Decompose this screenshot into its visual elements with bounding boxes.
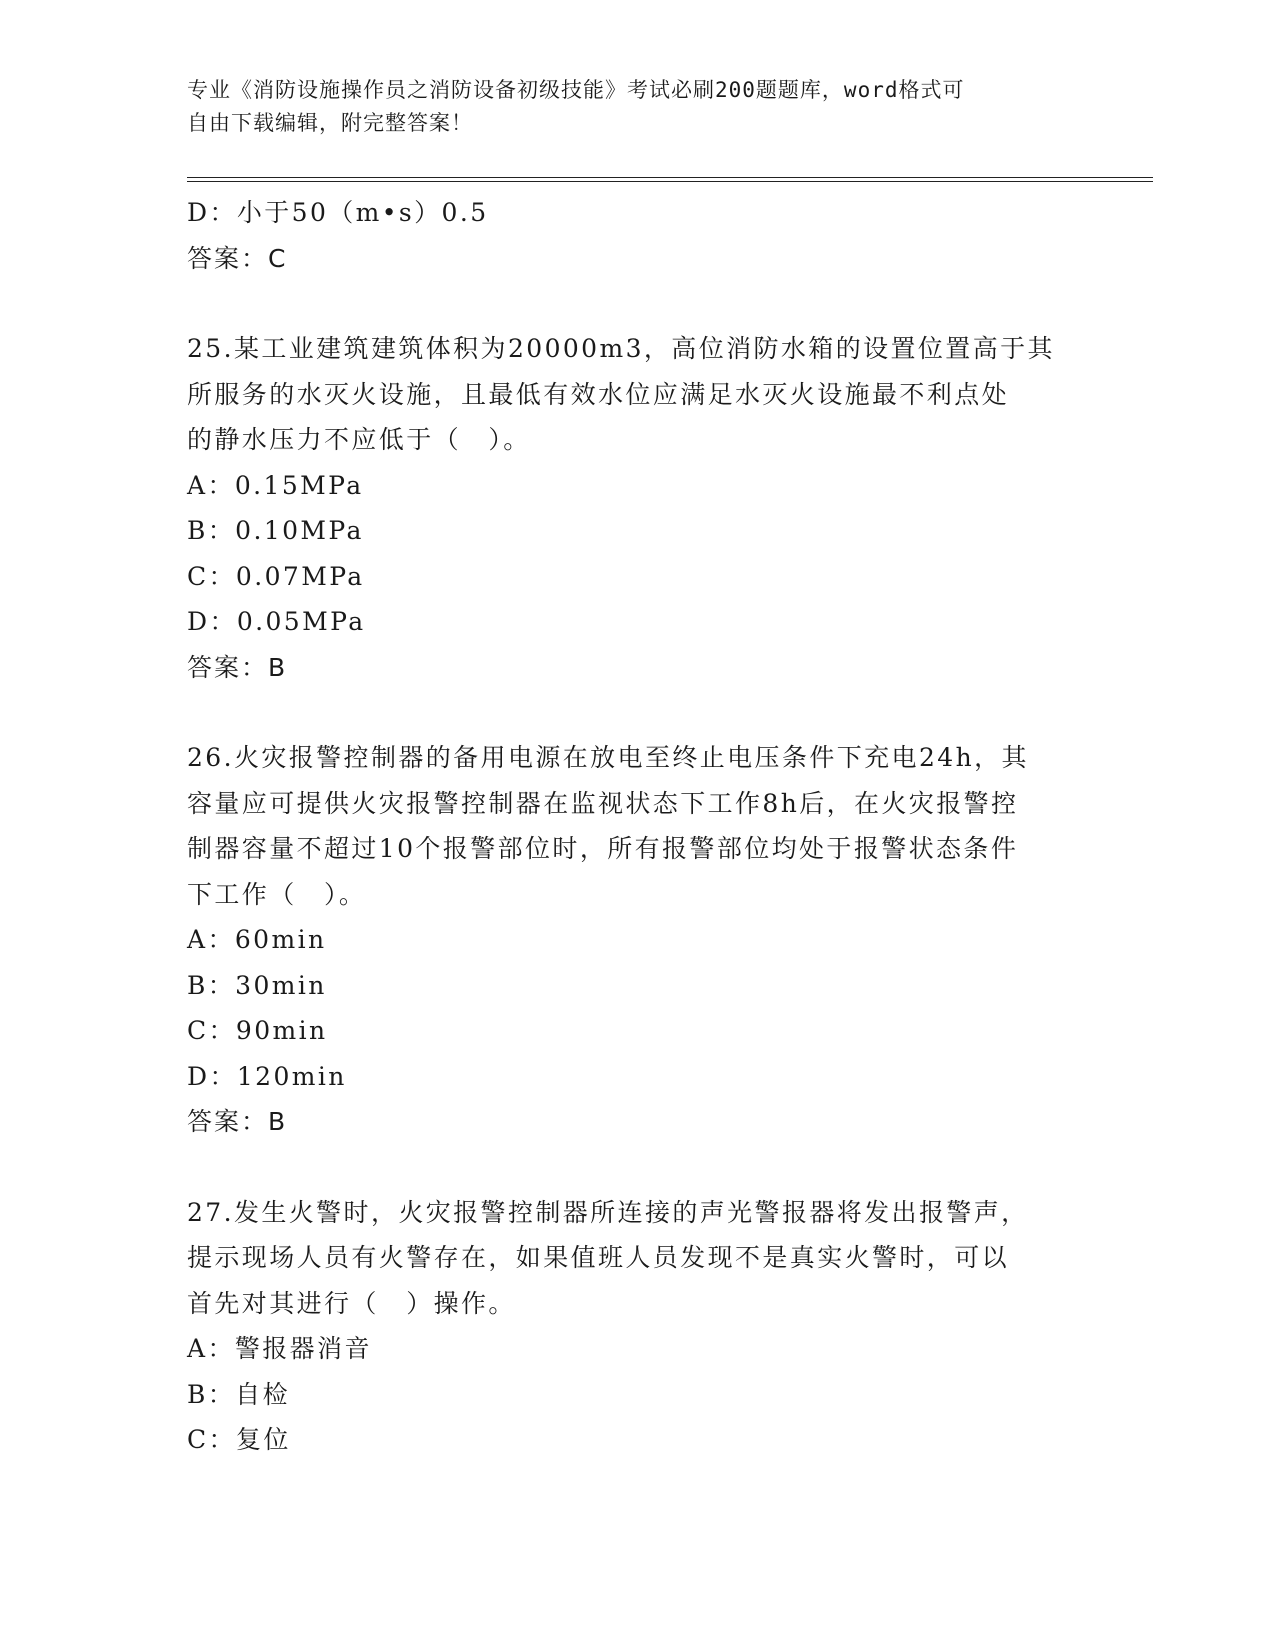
option-a: A：60min [187, 925, 327, 954]
question-stem-line: 下工作（ ）。 [187, 879, 367, 909]
answer-line: 答案：B [187, 1107, 288, 1136]
option-d: D：0.05MPa [187, 607, 366, 636]
question-stem-line: 制器容量不超过10个报警部位时，所有报警部位均处于报警状态条件 [187, 834, 1019, 863]
question-stem-line: 提示现场人员有火警存在，如果值班人员发现不是真实火警时，可以 [187, 1243, 1010, 1272]
question-stem-line: 首先对其进行（ ）操作。 [187, 1288, 516, 1318]
option-b: B：0.10MPa [187, 516, 364, 545]
question-26 [187, 735, 1087, 1145]
question-27 [187, 1190, 1087, 1463]
option-c: C：0.07MPa [187, 561, 365, 591]
page-header [187, 74, 1067, 140]
option-b: B：30min [187, 970, 327, 1000]
question-24-tail [187, 190, 1087, 281]
question-25 [187, 326, 1087, 690]
option-d: D：120min [187, 1061, 347, 1091]
question-stem-line: 26.火灾报警控制器的备用电源在放电至终止电压条件下充电24h，其 [187, 743, 1029, 772]
question-stem-line: 容量应可提供火灾报警控制器在监视状态下工作8h后，在火灾报警控 [187, 788, 1019, 818]
option-a: A：警报器消音 [187, 1334, 372, 1363]
answer-line: 答案：C [187, 243, 288, 273]
option-d: D：小于50（m•s）0.5 [187, 198, 489, 227]
header-divider [187, 177, 1153, 182]
question-stem-line: 所服务的水灭火设施，且最低有效水位应满足水灭火设施最不利点处 [187, 379, 1010, 409]
option-a: A：0.15MPa [187, 470, 364, 500]
question-stem-line: 27.发生火警时，火灾报警控制器所连接的声光警报器将发出报警声， [187, 1197, 1029, 1227]
question-list [187, 190, 1087, 1463]
option-c: C：复位 [187, 1425, 291, 1454]
header-line-1: 专业《消防设施操作员之消防设备初级技能》考试必刷200题题库，word格式可 [187, 78, 965, 102]
option-c: C：90min [187, 1016, 328, 1045]
question-stem-line: 25.某工业建筑建筑体积为20000m3，高位消防水箱的设置位置高于其 [187, 334, 1055, 363]
answer-line: 答案：B [187, 652, 288, 682]
header-line-2: 自由下载编辑，附完整答案！ [187, 111, 473, 135]
question-stem-line: 的静水压力不应低于（ ）。 [187, 425, 531, 454]
option-b: B：自检 [187, 1379, 290, 1409]
